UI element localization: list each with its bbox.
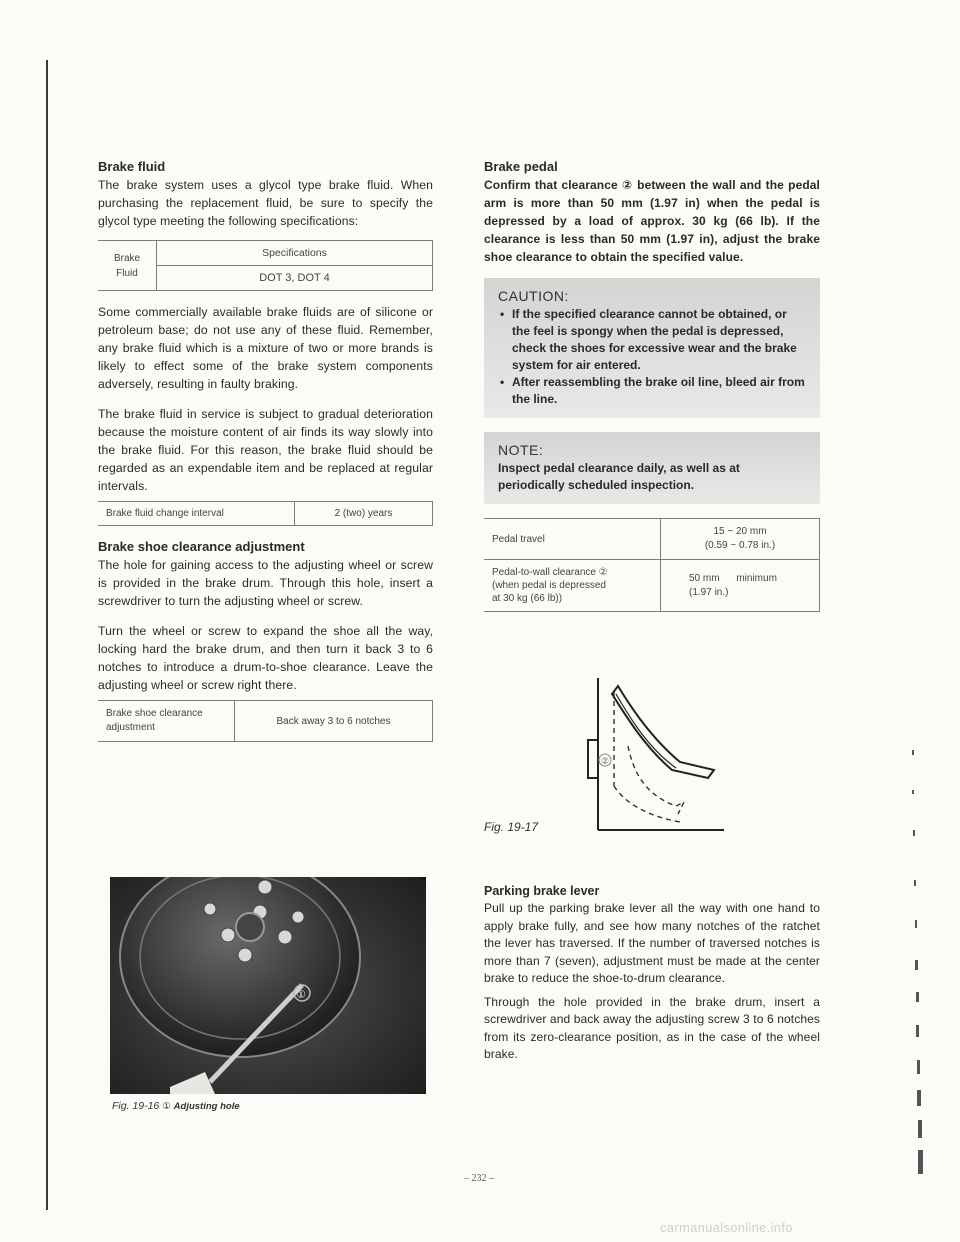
note-title: NOTE: bbox=[498, 442, 544, 458]
spec-col-header: Specifications bbox=[157, 241, 433, 266]
page-number: – 232 – bbox=[464, 1173, 494, 1184]
pedal-clearance-label-line3: at 30 kg (66 lb)) bbox=[492, 593, 563, 604]
photo-caption bbox=[112, 1100, 240, 1112]
photo-caption-marker: ① bbox=[162, 1101, 171, 1112]
pedal-travel-label: Pedal travel bbox=[484, 519, 661, 560]
left-column bbox=[98, 158, 433, 754]
pedal-clearance-minimum: minimum bbox=[736, 572, 777, 584]
photo-caption-text: Adjusting hole bbox=[173, 1101, 240, 1112]
pedal-figure bbox=[576, 676, 726, 836]
shoe-clearance-label: Brake shoe clearance adjustment bbox=[98, 701, 235, 742]
binding-edge bbox=[46, 60, 48, 1210]
caution-box bbox=[484, 278, 820, 418]
pedal-clearance-mm: 50 mm bbox=[689, 572, 720, 584]
brake-fluid-warning-para: Some commercially available brake fluids are of silicone or petroleum base; do not use any of these fluid. Remember, any brake fluid which is a mixture of two or more brands is likely to effect some of the brake system components adversely, resulting in faulty braking. bbox=[98, 305, 433, 391]
parking-brake-para-1: Pull up the parking brake lever all the way with one hand to apply brake fully, and see how many notches of the ratchet the lever has traversed. If the number of traversed notches is more than 7 (seven), adjustment must be made at the center brake to reduce the shoe-to-drum clearance. bbox=[484, 901, 820, 985]
spec-value: DOT 3, DOT 4 bbox=[157, 266, 433, 291]
photo-fig-label: Fig. 19-16 bbox=[112, 1100, 160, 1112]
pedal-travel-in: (0.59 ~ 0.78 in.) bbox=[704, 540, 776, 551]
brake-fluid-heading: Brake fluid bbox=[98, 159, 166, 174]
fluid-interval-table bbox=[98, 501, 433, 526]
watermark-text: carmanualsonline.info bbox=[660, 1220, 793, 1235]
caution-list bbox=[498, 306, 806, 408]
right-column bbox=[484, 158, 820, 624]
brake-drum-photo bbox=[110, 877, 426, 1094]
brake-drum-image bbox=[110, 877, 426, 1094]
brake-fluid-intro: The brake system uses a glycol type brake fluid. When purchasing the replacement fluid, be sure to specify the glycol type meeting the following specifications: bbox=[98, 178, 433, 228]
pedal-clearance-value bbox=[661, 560, 820, 612]
shoe-clearance-heading: Brake shoe clearance adjustment bbox=[98, 539, 305, 554]
note-text: Inspect pedal clearance daily, as well as at periodically scheduled inspection. bbox=[498, 461, 740, 492]
caution-item: • After reassembling the brake oil line, bleed air from the line. bbox=[512, 374, 806, 408]
pedal-clearance-label-line1: Pedal-to-wall clearance ② bbox=[492, 567, 608, 578]
pedal-travel-value bbox=[661, 519, 820, 560]
parking-brake-heading: Parking brake lever bbox=[484, 884, 600, 898]
brake-fluid-deterioration-para: The brake fluid in service is subject to gradual deterioration because the moisture content of air finds its way slowly into the brake fluid. For this reason, the brake fluid should be regarded as an expendable item and be replaced at regular intervals. bbox=[98, 407, 433, 493]
caution-title: CAUTION: bbox=[498, 288, 569, 304]
parking-brake-para-2: Through the hole provided in the brake drum, insert a screwdriver and back away the adjusting screw 3 to 6 notches from its zero-clearance position, as in the case of the wheel brake. bbox=[484, 994, 820, 1061]
note-box bbox=[484, 432, 820, 504]
pedal-diagram bbox=[576, 676, 726, 836]
interval-label: Brake fluid change interval bbox=[98, 502, 295, 526]
interval-value: 2 (two) years bbox=[295, 502, 433, 526]
pedal-clearance-label bbox=[484, 560, 661, 612]
pedal-spec-table bbox=[484, 518, 820, 612]
shoe-clearance-para-2: Turn the wheel or screw to expand the shoe all the way, locking hard the brake drum, and then turn it back 3 to 6 notches to introduce a drum-to-shoe clearance. Leave the adjusting wheel or screw right there. bbox=[98, 624, 433, 692]
pedal-clearance-in: (1.97 in.) bbox=[689, 586, 729, 598]
caution-item: • If the specified clearance cannot be obtained, or the feel is spongy when the pedal is depressed, check the shoes for excessive wear and the brake system for air entered. bbox=[512, 306, 806, 374]
scan-edge-marks bbox=[898, 620, 928, 1180]
brake-fluid-spec-table bbox=[98, 240, 433, 291]
brake-pedal-heading: Brake pedal bbox=[484, 159, 558, 174]
shoe-clearance-table bbox=[98, 700, 433, 742]
shoe-clearance-para-1: The hole for gaining access to the adjusting wheel or screw is provided in the brake drum. Through this hole, insert a screwdriver to turn the adjusting wheel or screw. bbox=[98, 558, 433, 608]
photo-marker: ① bbox=[296, 988, 306, 1001]
shoe-clearance-value: Back away 3 to 6 notches bbox=[235, 701, 433, 742]
figure-caption: Fig. 19-17 bbox=[484, 820, 539, 834]
brake-pedal-para: Confirm that clearance ② between the wall and the pedal arm is more than 50 mm (1.97 in) when the pedal is depressed by a load of approx. 30 kg (66 lb). If the clearance is less than 50 mm (1.97 in), adjust the brake shoe clearance to obtain the specified value. bbox=[484, 178, 820, 264]
pedal-travel-mm: 15 ~ 20 mm bbox=[713, 526, 767, 537]
figure-marker: ② bbox=[601, 757, 610, 767]
brake-fluid-row-label: Brake Fluid bbox=[98, 241, 157, 291]
pedal-clearance-label-line2: (when pedal is depressed bbox=[492, 580, 606, 591]
parking-brake-section bbox=[484, 882, 820, 1076]
